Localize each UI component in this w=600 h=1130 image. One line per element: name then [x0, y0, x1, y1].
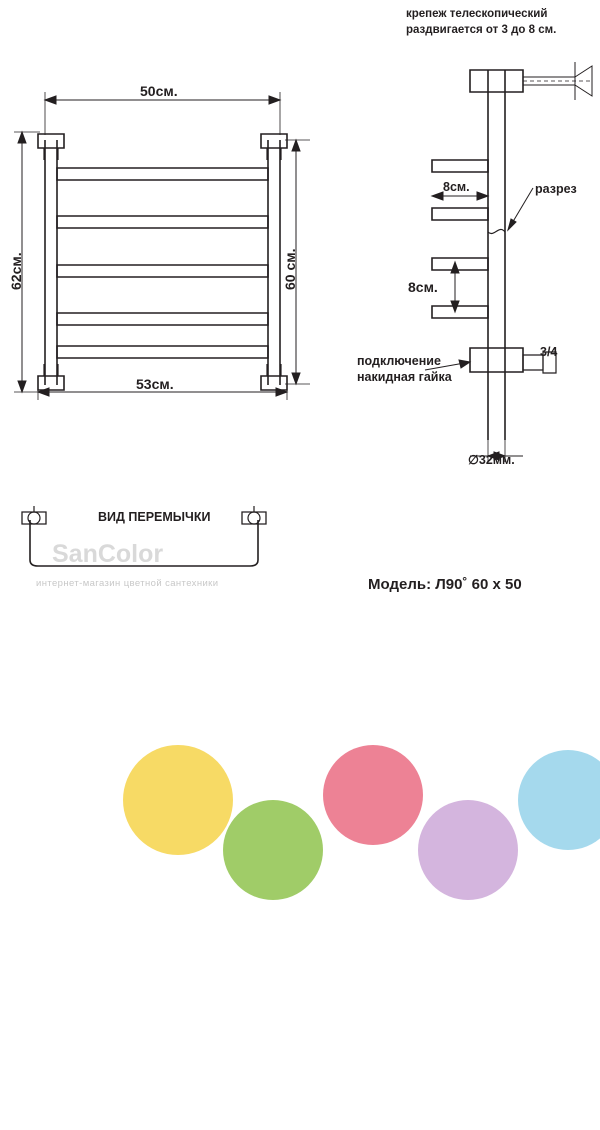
- right-view-connection-line2: накидная гайка: [357, 370, 452, 384]
- right-view-top-note-line1: крепеж телескопический: [406, 8, 548, 20]
- right-view-connection-line1: подключение: [357, 354, 441, 368]
- product-model-label: Модель: Л90˚ 60 х 50: [368, 576, 522, 593]
- left-view-dimension-lines: [14, 92, 310, 400]
- watermark-dots: [108, 530, 600, 1130]
- bottom-view-title: ВИД ПЕРЕМЫЧКИ: [98, 510, 211, 524]
- watermark-tagline: интернет-магазин цветной сантехники: [36, 578, 219, 589]
- right-view-dimension-lines: [425, 188, 533, 460]
- right-view-top-note-line2: раздвигается от 3 до 8 см.: [406, 24, 557, 36]
- right-view-side-profile: [432, 62, 592, 462]
- right-view-upper-dimension-label: 8см.: [443, 180, 470, 194]
- left-view-left-dimension-label: 62см.: [8, 252, 24, 290]
- left-view-towel-rail: [38, 134, 287, 390]
- left-view-top-dimension-label: 50см.: [140, 83, 178, 99]
- right-view-middle-dimension-label: 8см.: [408, 279, 438, 295]
- right-view-thread-label: 3/4: [540, 345, 558, 359]
- left-view-rungs: [57, 168, 268, 358]
- left-view-bottom-dimension-label: 53см.: [136, 376, 174, 392]
- right-view-diameter-label: ∅32мм.: [468, 453, 515, 467]
- watermark-brand: SanColor: [52, 540, 164, 568]
- left-view-right-dimension-label: 60 см.: [282, 248, 298, 290]
- right-view-cut-label: разрез: [535, 182, 577, 196]
